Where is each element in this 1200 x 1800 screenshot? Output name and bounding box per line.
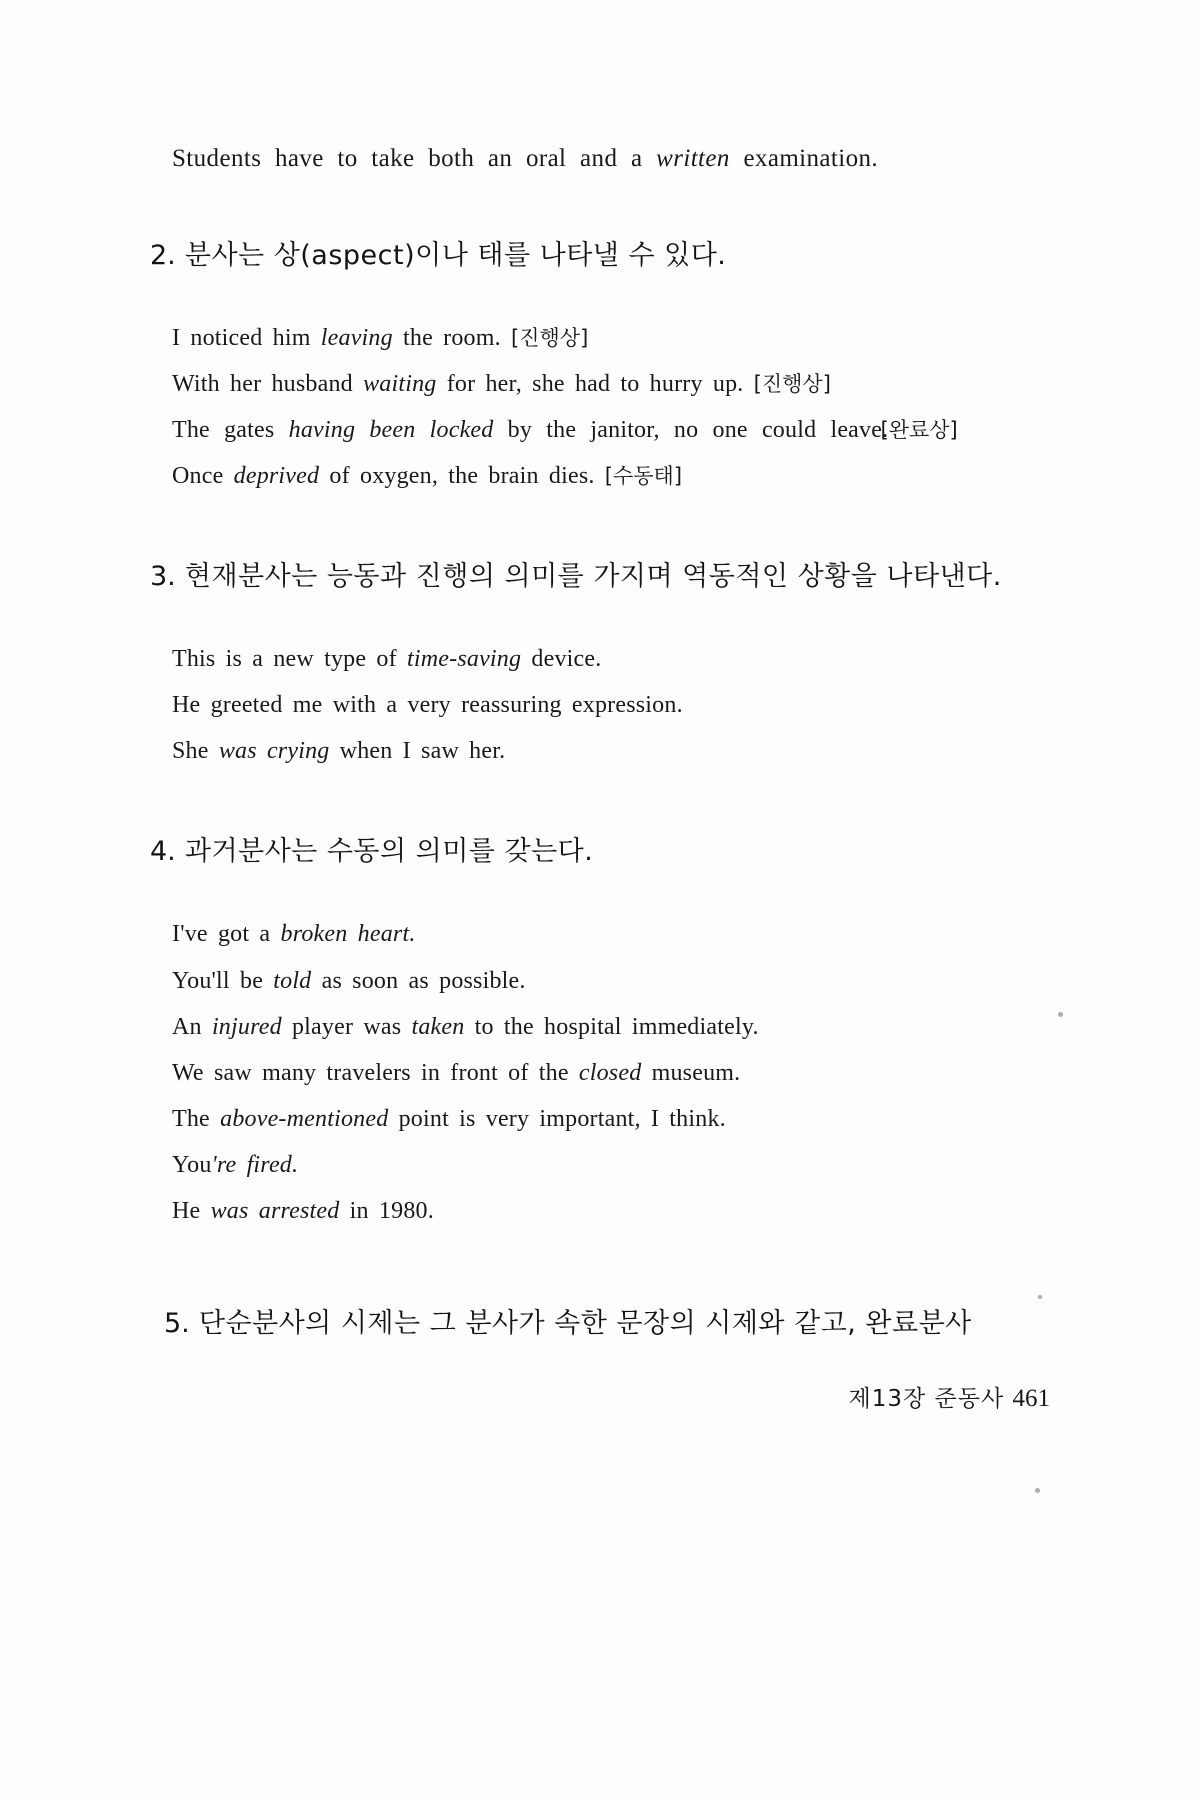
example-item xyxy=(172,1188,1050,1234)
footer-page-number: 461 xyxy=(1012,1385,1050,1412)
example-item xyxy=(172,728,1050,774)
example-item xyxy=(172,315,1050,361)
example-item xyxy=(172,407,1050,453)
example-text: I've got a xyxy=(172,921,281,948)
example-italic: was arrested xyxy=(210,1197,340,1224)
example-italic: 're fired. xyxy=(211,1151,299,1178)
example-text: You xyxy=(172,1151,212,1178)
example-text: This is a new type of xyxy=(172,646,408,673)
heading-number-2: 2. xyxy=(150,239,176,271)
heading-section-4 xyxy=(150,832,1050,871)
heading-text-2: 분사는 상(aspect)이나 태를 나타낼 수 있다. xyxy=(184,239,727,271)
heading-number-3: 3. xyxy=(150,560,176,592)
example-text: He xyxy=(172,1197,211,1224)
example-italic: injured xyxy=(211,1013,282,1040)
example-text: We saw many travelers in front of the xyxy=(172,1059,579,1086)
example-italic: told xyxy=(273,967,312,994)
heading-text-3: 현재분사는 능동과 진행의 의미를 가지며 역동적인 상황을 나타낸다. xyxy=(184,560,1002,592)
intro-sentence xyxy=(172,140,1050,178)
intro-after: examination. xyxy=(729,145,879,172)
scan-speck xyxy=(1038,1295,1042,1299)
example-text: museum. xyxy=(641,1059,741,1086)
example-item xyxy=(172,1096,1050,1142)
examples-section-4 xyxy=(150,911,1050,1234)
example-text: The xyxy=(172,1105,221,1132)
example-korean-tag: [진행상] xyxy=(511,325,589,350)
scan-speck xyxy=(1035,1488,1040,1493)
example-italic: was crying xyxy=(218,738,330,765)
example-text: Once xyxy=(172,462,234,489)
intro-italic: written xyxy=(656,145,730,172)
examples-section-3 xyxy=(150,636,1050,774)
example-italic: deprived xyxy=(233,462,320,489)
heading-number-4: 4. xyxy=(150,836,176,868)
example-italic: above-mentioned xyxy=(220,1105,389,1132)
example-item xyxy=(172,361,1050,407)
example-item xyxy=(172,911,1050,957)
example-text: point is very important, I think. xyxy=(388,1105,726,1132)
heading-section-5 xyxy=(164,1304,1050,1343)
example-text: player was xyxy=(281,1013,412,1040)
example-italic: broken heart. xyxy=(280,921,416,948)
example-text: in 1980. xyxy=(339,1197,434,1224)
example-korean-tag: [완료상] xyxy=(880,417,958,442)
example-text: as soon as possible. xyxy=(311,967,526,994)
example-item xyxy=(172,1050,1050,1096)
example-italic: waiting xyxy=(363,370,437,397)
example-text: With her husband xyxy=(172,370,364,397)
example-text: of oxygen, the brain dies. xyxy=(319,462,605,489)
example-korean-tag: [진행상] xyxy=(753,371,831,396)
footer-chapter: 제13장 준동사 xyxy=(848,1386,1005,1412)
example-item xyxy=(172,1142,1050,1188)
example-italic: closed xyxy=(578,1059,642,1086)
example-text: I noticed him xyxy=(172,324,321,351)
example-text: to the hospital immediately. xyxy=(464,1013,759,1040)
example-italic: having been locked xyxy=(288,416,494,443)
heading-section-2 xyxy=(150,236,1050,275)
heading-number-5: 5. xyxy=(164,1308,190,1340)
example-item xyxy=(172,682,1050,728)
example-italic: leaving xyxy=(320,324,393,351)
heading-section-3 xyxy=(150,557,1050,596)
example-italic: time-saving xyxy=(407,646,522,673)
example-korean-tag: [수동태] xyxy=(604,463,683,488)
example-item xyxy=(172,636,1050,682)
example-text: The gates xyxy=(172,416,289,443)
example-text: She xyxy=(172,738,219,765)
page-footer xyxy=(849,1380,1050,1413)
intro-before: Students have to take both an oral and a xyxy=(172,145,657,172)
example-italic: taken xyxy=(411,1013,465,1040)
example-text: He greeted me with a very reassuring expression. xyxy=(172,692,683,719)
example-text: for her, she had to hurry up. xyxy=(436,370,754,397)
example-item xyxy=(172,453,1050,499)
example-text: An xyxy=(172,1013,212,1040)
example-text: You'll be xyxy=(172,967,274,994)
examples-section-2 xyxy=(150,315,1050,499)
heading-text-4: 과거분사는 수동의 의미를 갖는다. xyxy=(184,836,594,868)
example-text: device. xyxy=(521,646,602,673)
example-text: by the janitor, no one could leave. xyxy=(493,416,903,443)
example-text: when I saw her. xyxy=(329,738,506,765)
example-text: the room. xyxy=(392,324,512,351)
scan-speck xyxy=(1058,1012,1063,1017)
page-content xyxy=(150,140,1050,1343)
example-item xyxy=(172,958,1050,1004)
heading-text-5: 단순분사의 시제는 그 분사가 속한 문장의 시제와 같고, 완료분사 xyxy=(198,1308,972,1340)
example-item xyxy=(172,1004,1050,1050)
